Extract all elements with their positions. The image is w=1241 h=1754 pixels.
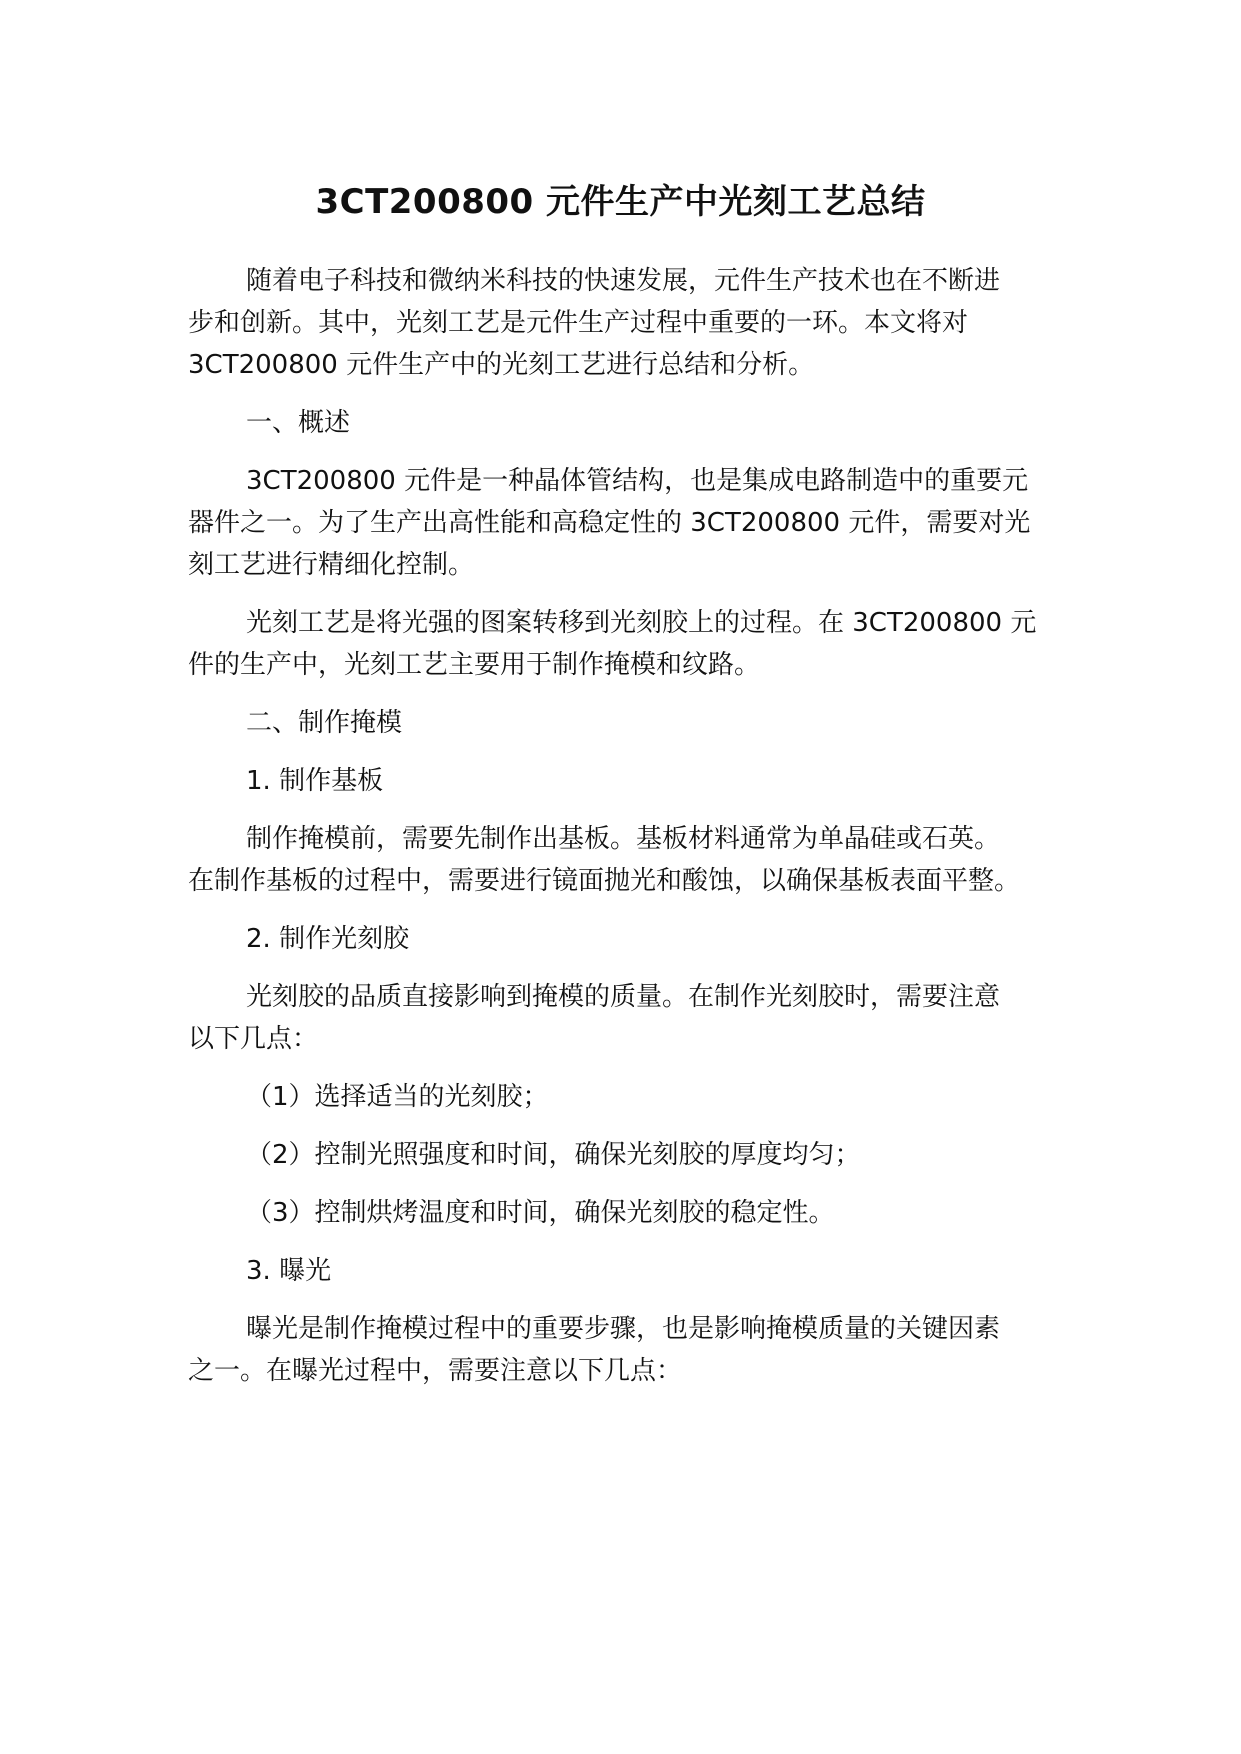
photoresist-item-2: （2）控制光照强度和时间，确保光刻胶的厚度均匀； <box>246 1140 861 1170</box>
section-heading-mask: 二、制作掩模 <box>246 708 403 738</box>
exposure-line-2: 之一。在曝光过程中，需要注意以下几点： <box>188 1356 683 1386</box>
section-heading-overview: 一、概述 <box>246 408 351 438</box>
subheading-photoresist: 2. 制作光刻胶 <box>246 924 410 954</box>
photoresist-line-1: 光刻胶的品质直接影响到掩模的质量。在制作光刻胶时，需要注意 <box>246 982 1001 1012</box>
photoresist-item-1: （1）选择适当的光刻胶； <box>246 1082 549 1112</box>
photoresist-line-2: 以下几点： <box>188 1024 319 1054</box>
intro-line-1: 随着电子科技和微纳米科技的快速发展，元件生产技术也在不断进 <box>246 266 1001 296</box>
intro-line-2: 步和创新。其中，光刻工艺是元件生产过程中重要的一环。本文将对 <box>188 308 969 338</box>
overview-p2-line-2: 件的生产中，光刻工艺主要用于制作掩模和纹路。 <box>188 650 761 680</box>
substrate-line-1: 制作掩模前，需要先制作出基板。基板材料通常为单晶硅或石英。 <box>246 824 1001 854</box>
exposure-line-1: 曝光是制作掩模过程中的重要步骤，也是影响掩模质量的关键因素 <box>246 1314 1001 1344</box>
overview-p1-line-3: 刻工艺进行精细化控制。 <box>188 550 475 580</box>
substrate-line-2: 在制作基板的过程中，需要进行镜面抛光和酸蚀，以确保基板表面平整。 <box>188 866 1021 896</box>
intro-line-3: 3CT200800 元件生产中的光刻工艺进行总结和分析。 <box>188 350 815 380</box>
overview-p1-line-1: 3CT200800 元件是一种晶体管结构，也是集成电路制造中的重要元 <box>246 466 1029 496</box>
subheading-substrate: 1. 制作基板 <box>246 766 384 796</box>
document-title: 3CT200800 元件生产中光刻工艺总结 <box>315 182 926 222</box>
photoresist-item-3: （3）控制烘烤温度和时间，确保光刻胶的稳定性。 <box>246 1198 835 1228</box>
overview-p2-line-1: 光刻工艺是将光强的图案转移到光刻胶上的过程。在 3CT200800 元 <box>246 608 1037 638</box>
subheading-exposure: 3. 曝光 <box>246 1256 332 1286</box>
overview-p1-line-2: 器件之一。为了生产出高性能和高稳定性的 3CT200800 元件，需要对光 <box>188 508 1031 538</box>
